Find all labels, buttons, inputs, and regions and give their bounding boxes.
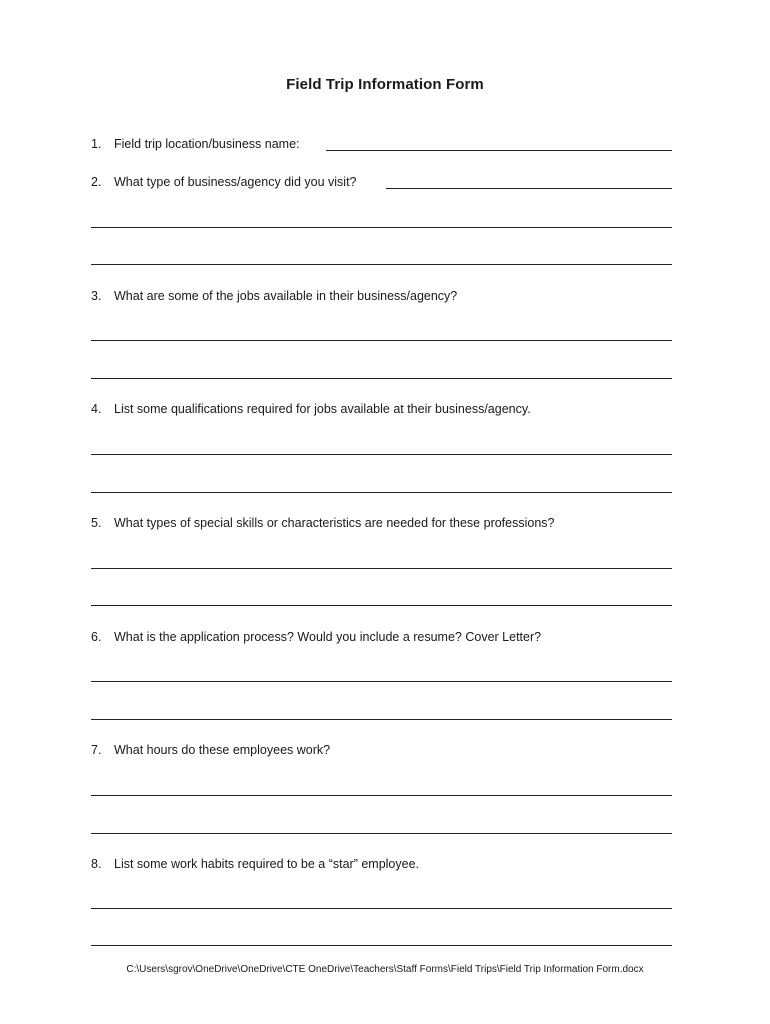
answer-line-8b[interactable] (91, 945, 672, 946)
answer-line-1[interactable] (326, 150, 672, 151)
question-6 (91, 629, 541, 645)
question-number: 8. (91, 857, 102, 871)
answer-line-3a[interactable] (91, 340, 672, 341)
question-text: What is the application process? Would you include a resume? Cover Letter? (114, 630, 542, 644)
page-title: Field Trip Information Form (286, 76, 484, 93)
question-number: 3. (91, 289, 102, 303)
question-text: List some qualifications required for jobs available at their business/agency. (114, 402, 531, 416)
answer-line-2[interactable] (386, 188, 672, 189)
answer-line-5b[interactable] (91, 605, 672, 606)
question-text: Field trip location/business name: (114, 137, 300, 151)
answer-line-6a[interactable] (91, 681, 672, 682)
answer-line-8a[interactable] (91, 908, 672, 909)
question-text: What are some of the jobs available in their business/agency? (114, 289, 458, 303)
answer-line-7b[interactable] (91, 833, 672, 834)
question-text: What types of special skills or characteristics are needed for these professions? (114, 516, 555, 530)
question-1 (91, 136, 300, 152)
question-4 (91, 401, 531, 417)
answer-line-7a[interactable] (91, 795, 672, 796)
answer-line-5a[interactable] (91, 568, 672, 569)
question-3 (91, 288, 457, 304)
answer-line-4a[interactable] (91, 454, 672, 455)
question-text: What type of business/agency did you visit? (114, 175, 357, 189)
answer-line-2c[interactable] (91, 264, 672, 265)
question-number: 7. (91, 743, 102, 757)
answer-line-6b[interactable] (91, 719, 672, 720)
question-number: 2. (91, 175, 102, 189)
footer-file-path: C:\Users\sgrov\OneDrive\OneDrive\CTE OneDrive\Teachers\Staff Forms\Field Trips\Field Trip Information Form.docx (126, 964, 644, 975)
answer-line-4b[interactable] (91, 492, 672, 493)
question-text: What hours do these employees work? (114, 743, 331, 757)
question-2 (91, 174, 357, 190)
question-5 (91, 515, 555, 531)
answer-line-3b[interactable] (91, 378, 672, 379)
question-7 (91, 742, 330, 758)
question-text: List some work habits required to be a “star” employee. (114, 857, 419, 871)
question-8 (91, 856, 419, 872)
question-number: 1. (91, 137, 102, 151)
question-number: 4. (91, 402, 102, 416)
question-number: 6. (91, 630, 102, 644)
answer-line-2b[interactable] (91, 227, 672, 228)
question-number: 5. (91, 516, 102, 530)
